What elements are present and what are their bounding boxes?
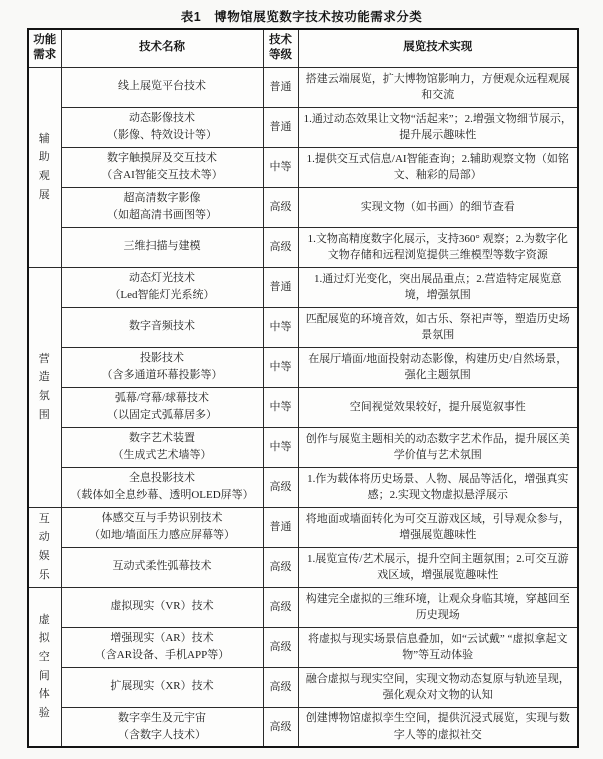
tech-implementation-cell: 创建博物馆虚拟孪生空间，提供沉浸式展览，实现与数字人等的虚拟社交 <box>298 707 578 747</box>
tech-name: 超高清数字影像 <box>123 191 201 204</box>
group-label: 辅助观展 <box>28 67 61 267</box>
tech-level-cell: 高级 <box>263 467 298 507</box>
tech-name-cell <box>61 387 263 427</box>
tech-level-cell: 中等 <box>263 427 298 467</box>
table-row <box>28 467 578 507</box>
tech-implementation-cell: 构建完全虚拟的三维环境，让观众身临其境，穿越回至历史现场 <box>298 587 578 627</box>
tech-name: 虚拟现实（VR）技术 <box>110 600 214 613</box>
tech-implementation-cell: 融合虚拟与现实空间，实现文物动态复原与轨迹呈现，强化观众对文物的认知 <box>298 667 578 707</box>
tech-level-cell: 高级 <box>263 707 298 747</box>
group-label: 营造氛围 <box>28 267 61 507</box>
table-caption: 表1 博物馆展览数字技术按功能需求分类 <box>180 10 423 24</box>
tech-name-cell <box>61 307 263 347</box>
tech-name: 数字音频技术 <box>129 320 195 333</box>
table-row <box>28 307 578 347</box>
tech-name-cell <box>61 347 263 387</box>
tech-name-cell <box>61 667 263 707</box>
tech-implementation-cell: 空间视觉效果较好，提升展览叙事性 <box>298 387 578 427</box>
tech-name-subtitle: （载体如全息纱幕、透明OLED屏等） <box>70 489 254 501</box>
tech-name: 数字触摸屏及交互技术 <box>107 151 217 164</box>
museum-tech-classification-table <box>27 28 579 748</box>
tech-name-subtitle: （含AR设备、手机APP等） <box>94 649 230 661</box>
tech-level-cell: 中等 <box>263 147 298 187</box>
tech-implementation-cell: 创作与展览主题相关的动态数字艺术作品，提升展区美学价值与艺术氛围 <box>298 427 578 467</box>
tech-implementation-cell: 1.文物高精度数字化展示，支持360° 观察；2.为数字化文物存储和远程浏览提供三维模型等数字资源 <box>298 227 578 267</box>
header-tech-name: 技术名称 <box>61 29 263 67</box>
tech-level-cell: 高级 <box>263 667 298 707</box>
header-tech-implementation: 展览技术实现 <box>298 29 578 67</box>
table-row <box>28 587 578 627</box>
tech-implementation-cell: 将地面或墙面转化为可交互游戏区域，引导观众参与，增强展览趣味性 <box>298 507 578 547</box>
tech-name-subtitle: （含数字人技术） <box>118 728 206 741</box>
tech-name: 体感交互与手势识别技术 <box>101 511 223 524</box>
tech-name-cell <box>61 427 263 467</box>
table-row <box>28 147 578 187</box>
tech-name-cell <box>61 467 263 507</box>
tech-name-cell <box>61 187 263 227</box>
tech-name-cell <box>61 587 263 627</box>
tech-level-cell: 普通 <box>263 507 298 547</box>
tech-level-cell: 高级 <box>263 227 298 267</box>
tech-name-cell <box>61 627 263 667</box>
tech-name: 数字艺术装置 <box>129 431 195 444</box>
tech-level-cell: 中等 <box>263 387 298 427</box>
tech-implementation-cell: 1.通过动态效果让文物“活起来”；2.增强文物细节展示，提升展示趣味性 <box>298 107 578 147</box>
tech-name: 全息投影技术 <box>129 471 195 484</box>
tech-level-cell: 普通 <box>263 267 298 307</box>
table-row <box>28 387 578 427</box>
table-row <box>28 547 578 587</box>
tech-implementation-cell: 将虚拟与现实场景信息叠加，如“云试戴” “虚拟拿起文物”等互动体验 <box>298 627 578 667</box>
tech-implementation-cell: 实现文物（如书画）的细节查看 <box>298 187 578 227</box>
table-row <box>28 347 578 387</box>
table-row <box>28 667 578 707</box>
tech-implementation-cell: 搭建云端展览，扩大博物馆影响力，方便观众远程观展和交流 <box>298 67 578 107</box>
table-row <box>28 187 578 227</box>
group-label: 虚拟空间体验 <box>28 587 61 747</box>
tech-name: 扩展现实（XR）技术 <box>110 680 214 693</box>
tech-level-cell: 高级 <box>263 587 298 627</box>
header-row <box>28 29 578 67</box>
tech-name-subtitle: （影像、特效设计等） <box>107 129 217 141</box>
header-function-need: 功能需求 <box>28 29 61 67</box>
tech-implementation-cell: 1.通过灯光变化，突出展品重点；2.营造特定展览意境，增强氛围 <box>298 267 578 307</box>
tech-name-subtitle: （Led智能灯光系统） <box>109 289 215 301</box>
table-row <box>28 507 578 547</box>
tech-name: 数字孪生及元宇宙 <box>118 711 206 724</box>
tech-implementation-cell: 匹配展览的环境音效，如古乐、祭祀声等，塑造历史场景氛围 <box>298 307 578 347</box>
tech-name-cell <box>61 147 263 187</box>
tech-name-subtitle: （含多通道环幕投影等） <box>101 369 223 381</box>
tech-implementation-cell: 在展厅墙面/地面投射动态影像，构建历史/自然场景，强化主题氛围 <box>298 347 578 387</box>
tech-name-cell <box>61 707 263 747</box>
tech-implementation-cell: 1.提供交互式信息/AI智能查询；2.辅助观察文物（如铭文、釉彩的局部） <box>298 147 578 187</box>
tech-name: 互动式柔性弧幕技术 <box>112 560 212 573</box>
tech-level-cell: 普通 <box>263 107 298 147</box>
table-row <box>28 627 578 667</box>
tech-name-cell <box>61 547 263 587</box>
table-row <box>28 107 578 147</box>
tech-name: 投影技术 <box>140 351 184 364</box>
tech-name: 动态影像技术 <box>129 111 195 124</box>
tech-name-cell <box>61 507 263 547</box>
tech-name-subtitle: （含AI智能交互技术等） <box>101 169 223 181</box>
tech-level-cell: 高级 <box>263 547 298 587</box>
tech-name-cell <box>61 267 263 307</box>
table-row <box>28 227 578 267</box>
tech-implementation-cell: 1.展览宣传/艺术展示，提升空间主题氛围；2.可交互游戏区域，增强展览趣味性 <box>298 547 578 587</box>
tech-level-cell: 中等 <box>263 307 298 347</box>
table-row <box>28 707 578 747</box>
tech-name: 弧幕/穹幕/球幕技术 <box>114 391 210 404</box>
tech-implementation-cell: 1.作为载体将历史场景、人物、展品等活化，增强真实感；2.实现文物虚拟悬浮展示 <box>298 467 578 507</box>
tech-name: 动态灯光技术 <box>129 271 195 284</box>
tech-name-subtitle: （如地/墙面压力感应屏幕等） <box>88 529 236 541</box>
tech-name: 增强现实（AR）技术 <box>110 631 214 644</box>
table-row <box>28 267 578 307</box>
tech-name-cell <box>61 67 263 107</box>
table-row <box>28 67 578 107</box>
tech-name-cell <box>61 107 263 147</box>
tech-level-cell: 高级 <box>263 627 298 667</box>
tech-name-subtitle: （以固定式弧幕居多） <box>107 409 217 421</box>
tech-name-cell <box>61 227 263 267</box>
tech-name: 三维扫描与建模 <box>123 240 201 253</box>
tech-name-subtitle: （生成式艺术墙等） <box>112 449 212 461</box>
group-label: 互动娱乐 <box>28 507 61 587</box>
tech-level-cell: 中等 <box>263 347 298 387</box>
tech-name-subtitle: （如超高清书画图等） <box>107 209 217 221</box>
header-tech-level: 技术等级 <box>263 29 298 67</box>
tech-level-cell: 高级 <box>263 187 298 227</box>
tech-level-cell: 普通 <box>263 67 298 107</box>
tech-name: 线上展览平台技术 <box>118 80 206 93</box>
table-row <box>28 427 578 467</box>
